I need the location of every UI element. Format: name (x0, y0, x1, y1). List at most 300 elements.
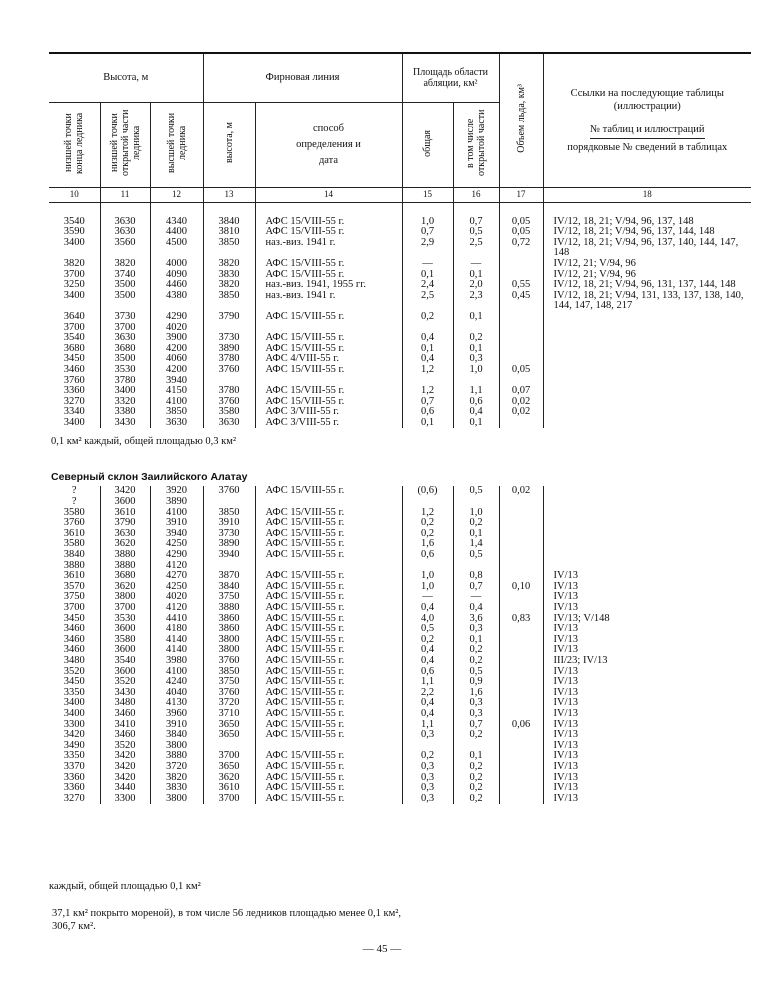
table-row (49, 751, 751, 762)
cell-highest: 4250 (150, 582, 203, 593)
cell-ice-volume (499, 376, 543, 387)
cell-ice-volume (499, 344, 543, 355)
cell-firn-height: 3780 (203, 386, 255, 397)
cell-lowest-end: 3420 (63, 730, 85, 741)
cell-area-open (453, 741, 499, 752)
cell-area-open: 0,1 (453, 418, 499, 429)
cell-highest: 4400 (150, 227, 203, 238)
cell-firn-height: 3850 (203, 238, 255, 259)
table-row (49, 376, 751, 387)
cell-firn-height (203, 323, 255, 334)
header-firn-group: Фирновая линия (203, 53, 402, 103)
cell-highest: 4410 (150, 614, 203, 625)
cell-lowest-open: 3700 (100, 323, 150, 334)
cell-area-total: 0,2 (402, 635, 453, 646)
cell-lowest-end: 3400 (63, 708, 85, 719)
cell-firn-height: 3700 (203, 751, 255, 762)
cell-ice-volume (499, 624, 543, 635)
cell-area-total: 0,1 (402, 270, 453, 281)
cell-refs: IV/13 (543, 645, 751, 656)
cell-refs (543, 561, 751, 572)
cell-area-total (402, 497, 453, 508)
cell-ice-volume (499, 645, 543, 656)
cell-area-total: 0,1 (402, 418, 453, 429)
cell-lowest-end: 3680 (63, 343, 85, 354)
cell-refs: IV/12, 18, 21; V/94, 96, 131, 137, 144, 148 (543, 280, 751, 291)
table-row (49, 354, 751, 365)
cell-lowest-open: 3300 (100, 794, 150, 805)
cell-highest: 4380 (150, 291, 203, 312)
cell-ice-volume (499, 561, 543, 572)
table-row (49, 773, 751, 784)
cell-area-total: 0,4 (402, 354, 453, 365)
cell-area-open: 0,2 (453, 783, 499, 794)
cell-area-open: 0,1 (453, 270, 499, 281)
table-row (49, 709, 751, 720)
cell-lowest-open: 3610 (100, 508, 150, 519)
cell-firn-height (203, 741, 255, 752)
cell-method: АФС 15/VIII-55 г. (255, 730, 402, 741)
cell-firn-height: 3850 (203, 291, 255, 312)
cell-refs: IV/13 (543, 783, 751, 794)
cell-refs: IV/13 (543, 730, 751, 741)
cell-lowest-open: 3630 (100, 333, 150, 344)
cell-method: АФС 15/VIII-55 г. (255, 677, 402, 688)
cell-area-total: 0,1 (402, 344, 453, 355)
cell-area-open: 2,3 (453, 291, 499, 312)
cell-ice-volume (499, 688, 543, 699)
table-row (49, 291, 751, 312)
cell-lowest-open: 3880 (100, 550, 150, 561)
table-row (49, 741, 751, 752)
cell-refs (543, 386, 751, 397)
cell-area-total: 0,3 (402, 730, 453, 741)
cell-lowest-open: 3420 (100, 773, 150, 784)
cell-method: АФС 15/VIII-55 г. (255, 365, 402, 376)
cell-firn-height (203, 497, 255, 508)
table-row (49, 497, 751, 508)
cell-highest: 3900 (150, 333, 203, 344)
cell-lowest-end: ? (71, 497, 77, 508)
cell-area-total: 1,0 (402, 217, 453, 228)
table-row (49, 280, 751, 291)
cell-area-total: 0,2 (402, 518, 453, 529)
cell-highest: 4140 (150, 645, 203, 656)
footer-note: каждый, общей площадью 0,1 км² (49, 881, 201, 892)
cell-method: АФС 15/VIII-55 г. (255, 592, 402, 603)
cell-highest: 4500 (150, 238, 203, 259)
cell-ice-volume (499, 323, 543, 334)
cell-lowest-open: 3620 (100, 582, 150, 593)
cell-lowest-open: 3820 (100, 259, 150, 270)
cell-refs: IV/12, 21; V/94, 96 (543, 259, 751, 270)
cell-firn-height: 3630 (203, 418, 255, 429)
cell-lowest-open: 3420 (100, 486, 150, 497)
cell-area-open: 0,1 (453, 751, 499, 762)
cell-ice-volume (499, 270, 543, 281)
cell-method: АФС 15/VIII-55 г. (255, 762, 402, 773)
cell-lowest-open: 3320 (100, 397, 150, 408)
header-area-group: Площадь области абляции, км² (402, 53, 499, 103)
cell-method: АФС 15/VIII-55 г. (255, 397, 402, 408)
note-text: 0,1 км² каждый, общей площадью 0,3 км² (51, 436, 237, 448)
cell-area-total: 2,2 (402, 688, 453, 699)
cell-firn-height: 3760 (203, 688, 255, 699)
cell-lowest-open: 3780 (100, 376, 150, 387)
cell-ice-volume (499, 592, 543, 603)
cell-lowest-end: 3580 (63, 507, 85, 518)
cell-highest: 3940 (150, 529, 203, 540)
cell-lowest-open: 3630 (100, 217, 150, 228)
cell-lowest-end: 3340 (63, 407, 85, 418)
cell-method: АФС 15/VIII-55 г. (255, 582, 402, 593)
cell-area-total: 1,1 (402, 720, 453, 731)
cell-firn-height: 3620 (203, 773, 255, 784)
cell-area-total: 0,5 (402, 624, 453, 635)
cell-refs (543, 354, 751, 365)
cell-refs: IV/13 (543, 592, 751, 603)
cell-highest: 4180 (150, 624, 203, 635)
cell-ice-volume: 0,05 (499, 365, 543, 376)
cell-refs (543, 407, 751, 418)
cell-firn-height: 3890 (203, 539, 255, 550)
cell-ice-volume (499, 751, 543, 762)
cell-firn-height: 3780 (203, 354, 255, 365)
table-row (49, 571, 751, 582)
table-row (49, 550, 751, 561)
cell-area-total: 0,2 (402, 529, 453, 540)
cell-area-open (453, 497, 499, 508)
cell-method: АФС 15/VIII-55 г. (255, 386, 402, 397)
cell-area-open: 0,3 (453, 709, 499, 720)
cell-method: АФС 15/VIII-55 г. (255, 624, 402, 635)
cell-refs: IV/13 (543, 635, 751, 646)
cell-lowest-open: 3730 (100, 312, 150, 323)
cell-method: АФС 15/VIII-55 г. (255, 333, 402, 344)
cell-ice-volume (499, 550, 543, 561)
cell-area-open (453, 323, 499, 334)
cell-lowest-open: 3420 (100, 751, 150, 762)
cell-ice-volume (499, 539, 543, 550)
cell-method: АФС 15/VIII-55 г. (255, 656, 402, 667)
cell-refs: III/23; IV/13 (543, 656, 751, 667)
cell-refs: IV/12, 18, 21; V/94, 131, 133, 137, 138, 140, 144, 147, 148, 217 (543, 291, 751, 312)
section-title: Северный склон Заилийского Алатау (51, 470, 248, 483)
cell-firn-height: 3700 (203, 794, 255, 805)
cell-lowest-open: 3630 (100, 529, 150, 540)
cell-area-open: — (453, 259, 499, 270)
cell-lowest-open: 3520 (100, 741, 150, 752)
cell-firn-height: 3650 (203, 762, 255, 773)
cell-firn-height: 3910 (203, 518, 255, 529)
cell-area-total: 4,0 (402, 614, 453, 625)
cell-lowest-end: 3400 (63, 290, 85, 301)
table-row (49, 418, 751, 429)
cell-highest: 3840 (150, 730, 203, 741)
cell-area-open: 0,1 (453, 635, 499, 646)
cell-refs (543, 323, 751, 334)
cell-lowest-end: 3700 (63, 269, 85, 280)
cell-lowest-end: 3460 (63, 634, 85, 645)
cell-lowest-end: 3360 (63, 783, 85, 794)
cell-area-total: 2,5 (402, 291, 453, 312)
cell-lowest-open: 3440 (100, 783, 150, 794)
cell-lowest-end: 3540 (63, 216, 85, 227)
cell-method: АФС 15/VIII-55 г. (255, 539, 402, 550)
cell-area-total: 0,3 (402, 783, 453, 794)
header-lowest-open: низшей точки открытой части ледника (100, 103, 150, 188)
cell-highest: 4100 (150, 508, 203, 519)
cell-lowest-end: 3700 (63, 603, 85, 613)
cell-refs: IV/13 (543, 741, 751, 752)
cell-area-open: 0,2 (453, 645, 499, 656)
cell-method: АФС 15/VIII-55 г. (255, 773, 402, 784)
cell-method: АФС 15/VIII-55 г. (255, 529, 402, 540)
cell-firn-height: 3820 (203, 259, 255, 270)
table-row (49, 688, 751, 699)
cell-ice-volume (499, 773, 543, 784)
cell-method: наз.-виз. 1941 г. (255, 238, 402, 259)
header-height-group: Высота, м (49, 53, 203, 103)
cell-area-total: 1,2 (402, 508, 453, 519)
cell-ice-volume: 0,06 (499, 720, 543, 731)
cell-highest: 3980 (150, 656, 203, 667)
cell-refs: IV/13 (543, 603, 751, 614)
cell-lowest-end: 3370 (63, 761, 85, 772)
cell-method: АФС 3/VIII-55 г. (255, 407, 402, 418)
spacer-cell (402, 202, 453, 217)
cell-area-open: 0,5 (453, 486, 499, 497)
cell-firn-height: 3840 (203, 217, 255, 228)
cell-ice-volume (499, 677, 543, 688)
cell-area-open: 0,3 (453, 624, 499, 635)
cell-firn-height: 3730 (203, 333, 255, 344)
cell-method: АФС 15/VIII-55 г. (255, 698, 402, 709)
cell-firn-height (203, 561, 255, 572)
cell-highest: 4020 (150, 323, 203, 334)
cell-lowest-open: 3500 (100, 291, 150, 312)
cell-area-total: 1,2 (402, 386, 453, 397)
cell-area-total: 0,4 (402, 645, 453, 656)
cell-ice-volume (499, 571, 543, 582)
cell-area-open: 0,6 (453, 397, 499, 408)
cell-lowest-end: 3520 (63, 666, 85, 677)
cell-area-open: 0,2 (453, 656, 499, 667)
cell-highest: 3820 (150, 773, 203, 784)
spacer-cell (543, 202, 751, 217)
cell-highest: 4270 (150, 571, 203, 582)
cell-area-total (402, 376, 453, 387)
cell-lowest-open: 3460 (100, 730, 150, 741)
cell-highest: 4130 (150, 698, 203, 709)
cell-lowest-open: 3530 (100, 614, 150, 625)
cell-method: АФС 15/VIII-55 г. (255, 783, 402, 794)
header-ice-volume: Объем льда, км³ (499, 53, 543, 187)
cell-highest: 4100 (150, 397, 203, 408)
cell-area-open: 0,1 (453, 529, 499, 540)
cell-area-total: 0,2 (402, 312, 453, 323)
cell-ice-volume (499, 656, 543, 667)
cell-lowest-open: 3520 (100, 677, 150, 688)
cell-lowest-end: 3460 (63, 364, 85, 375)
cell-area-total: 0,3 (402, 773, 453, 784)
column-number: 14 (255, 187, 402, 202)
table-row (49, 720, 751, 731)
cell-method (255, 497, 402, 508)
table-row (49, 667, 751, 678)
table-row (49, 333, 751, 344)
cell-firn-height: 3890 (203, 344, 255, 355)
column-number: 15 (402, 187, 453, 202)
table-header (49, 53, 751, 202)
cell-lowest-end: 3760 (63, 375, 85, 386)
table-row (49, 397, 751, 408)
cell-lowest-open: 3420 (100, 762, 150, 773)
cell-ice-volume (499, 497, 543, 508)
cell-refs: IV/13 (543, 698, 751, 709)
cell-refs (543, 550, 751, 561)
cell-refs: IV/12, 18, 21; V/94, 96, 137, 144, 148 (543, 227, 751, 238)
cell-lowest-end: 3880 (63, 560, 85, 571)
cell-refs: IV/13 (543, 794, 751, 805)
cell-refs (543, 365, 751, 376)
cell-refs (543, 344, 751, 355)
cell-highest: 3630 (150, 418, 203, 429)
note-text-row (49, 428, 751, 456)
table-row (49, 529, 751, 540)
cell-area-total: 1,6 (402, 539, 453, 550)
cell-ice-volume: 0,02 (499, 486, 543, 497)
cell-firn-height: 3810 (203, 227, 255, 238)
cell-area-open: 0,2 (453, 762, 499, 773)
cell-area-open: 2,5 (453, 238, 499, 259)
table-row (49, 365, 751, 376)
cell-highest: 4140 (150, 635, 203, 646)
cell-refs (543, 397, 751, 408)
spacer-cell (499, 202, 543, 217)
table-row (49, 645, 751, 656)
cell-lowest-open: 3480 (100, 698, 150, 709)
cell-highest: 3940 (150, 376, 203, 387)
cell-area-open: 0,7 (453, 217, 499, 228)
cell-area-total: 0,3 (402, 762, 453, 773)
cell-refs: IV/13 (543, 751, 751, 762)
cell-firn-height: 3730 (203, 529, 255, 540)
cell-ice-volume: 0,05 (499, 217, 543, 228)
cell-lowest-end: 3640 (63, 311, 85, 322)
table-row (49, 656, 751, 667)
cell-highest: 4340 (150, 217, 203, 228)
cell-highest: 3960 (150, 709, 203, 720)
cell-highest: 3800 (150, 741, 203, 752)
cell-lowest-end: 3350 (63, 751, 85, 762)
cell-area-total: 1,0 (402, 582, 453, 593)
cell-lowest-end: 3820 (63, 258, 85, 269)
cell-lowest-open: 3430 (100, 688, 150, 699)
glacier-table (49, 52, 751, 804)
cell-area-total: 0,4 (402, 698, 453, 709)
cell-area-total: 0,7 (402, 397, 453, 408)
cell-area-open: 3,6 (453, 614, 499, 625)
cell-method: АФС 4/VIII-55 г. (255, 354, 402, 365)
cell-lowest-open: 3540 (100, 656, 150, 667)
spacer-row (49, 202, 751, 217)
cell-refs (543, 497, 751, 508)
cell-method: наз.-виз. 1941, 1955 гг. (255, 280, 402, 291)
cell-refs (543, 518, 751, 529)
cell-method: АФС 15/VIII-55 г. (255, 688, 402, 699)
column-number: 18 (543, 187, 751, 202)
cell-area-open: 0,8 (453, 571, 499, 582)
cell-firn-height: 3760 (203, 397, 255, 408)
cell-lowest-open: 3880 (100, 561, 150, 572)
cell-lowest-open: 3500 (100, 280, 150, 291)
cell-lowest-open: 3600 (100, 497, 150, 508)
cell-ice-volume (499, 635, 543, 646)
cell-lowest-open: 3410 (100, 720, 150, 731)
table-row (49, 259, 751, 270)
header-refs-sub2: порядковые № сведений в таблицах (567, 141, 728, 153)
table-row (49, 486, 751, 497)
cell-lowest-end: 3400 (63, 237, 85, 248)
cell-area-total: 1,0 (402, 571, 453, 582)
footer-summary (52, 907, 401, 933)
cell-lowest-end: 3360 (63, 386, 85, 397)
cell-firn-height: 3760 (203, 365, 255, 376)
cell-area-total: 0,4 (402, 603, 453, 614)
cell-highest: 4120 (150, 603, 203, 614)
cell-highest: 3890 (150, 497, 203, 508)
cell-method: АФС 15/VIII-55 г. (255, 794, 402, 805)
cell-lowest-end: 3760 (63, 518, 85, 529)
cell-firn-height: 3610 (203, 783, 255, 794)
cell-lowest-end: 3360 (63, 772, 85, 783)
cell-method: АФС 15/VIII-55 г. (255, 635, 402, 646)
column-number: 16 (453, 187, 499, 202)
cell-method (255, 323, 402, 334)
cell-lowest-end: 3460 (63, 645, 85, 656)
cell-ice-volume (499, 529, 543, 540)
cell-ice-volume: 0,45 (499, 291, 543, 312)
cell-area-total: 2,4 (402, 280, 453, 291)
cell-refs: IV/13 (543, 709, 751, 720)
cell-area-open: 0,1 (453, 312, 499, 323)
cell-area-total: — (402, 259, 453, 270)
cell-firn-height: 3760 (203, 656, 255, 667)
cell-firn-height: 3940 (203, 550, 255, 561)
header-area-open: в том числе открытой части (453, 103, 499, 188)
table-row (49, 614, 751, 625)
cell-area-total: 0,4 (402, 709, 453, 720)
cell-method: АФС 15/VIII-55 г. (255, 508, 402, 519)
cell-area-total: 1,1 (402, 677, 453, 688)
cell-highest: 4040 (150, 688, 203, 699)
cell-firn-height: 3840 (203, 582, 255, 593)
cell-method: АФС 15/VIII-55 г. (255, 709, 402, 720)
cell-lowest-open: 3600 (100, 667, 150, 678)
cell-area-open (453, 561, 499, 572)
cell-ice-volume: 0,55 (499, 280, 543, 291)
table-row (49, 238, 751, 259)
cell-firn-height: 3850 (203, 508, 255, 519)
table-row (49, 312, 751, 323)
cell-ice-volume (499, 508, 543, 519)
page-number: — 45 — (362, 943, 402, 955)
cell-lowest-end: 3450 (63, 354, 85, 365)
table-row (49, 323, 751, 334)
cell-refs: IV/13 (543, 582, 751, 593)
cell-lowest-open: 3740 (100, 270, 150, 281)
